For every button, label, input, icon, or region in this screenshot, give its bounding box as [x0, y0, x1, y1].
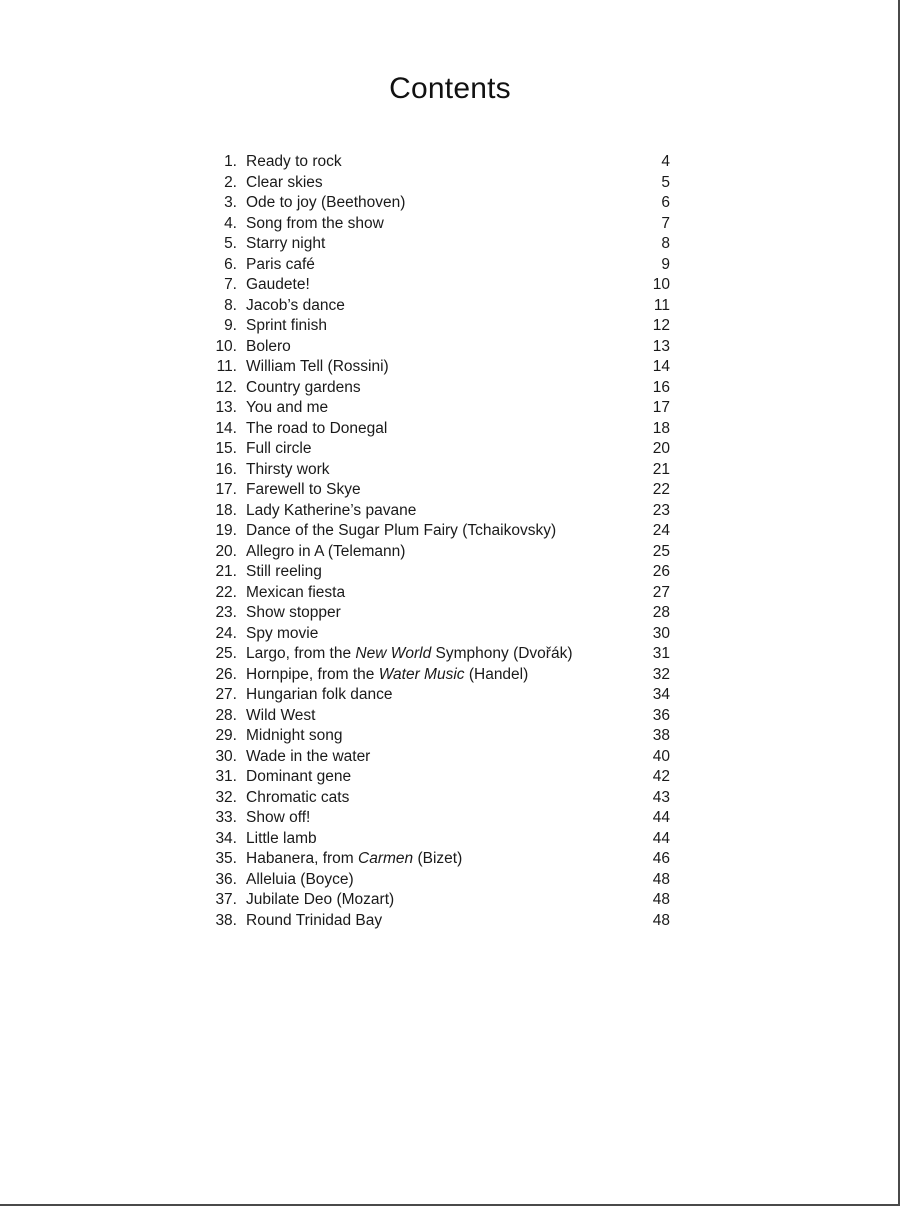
entry-title-text: Full circle	[246, 440, 312, 457]
entry-title	[246, 767, 630, 788]
entry-title	[246, 726, 630, 747]
entry-title	[246, 234, 630, 255]
entry-page-number: 9	[661, 255, 670, 273]
entry-title-text: Spy movie	[246, 624, 319, 642]
entry-page-number: 44	[652, 829, 670, 847]
entry-number: 6.	[224, 255, 237, 273]
entry-title-text: Midnight song	[246, 727, 343, 744]
toc-entry	[205, 808, 670, 829]
entry-title-text: Hungarian folk dance	[246, 686, 393, 703]
entry-number: 8.	[224, 296, 237, 314]
entry-title	[246, 603, 630, 624]
entry-title	[246, 706, 630, 727]
entry-title	[246, 562, 630, 583]
toc-entry	[205, 788, 670, 809]
entry-title	[246, 193, 630, 214]
entry-page-number: 34	[652, 686, 670, 703]
toc-entry	[205, 644, 670, 665]
toc-entry	[205, 460, 670, 481]
toc-entry	[205, 521, 670, 542]
entry-title	[246, 173, 630, 194]
toc-entry	[205, 583, 670, 604]
toc-entry	[205, 849, 670, 870]
page-title: Contents	[389, 72, 511, 105]
entry-title-text: Farewell to Skye	[246, 481, 361, 498]
entry-page-number: 22	[652, 481, 670, 498]
toc-entry	[205, 296, 670, 317]
toc-entry	[205, 501, 670, 522]
entry-title-text: Clear skies	[246, 173, 323, 191]
toc-entry	[205, 337, 670, 358]
entry-title-text: William Tell (Rossini)	[246, 358, 389, 375]
toc-entry	[205, 316, 670, 337]
entry-title-text: Still reeling	[246, 563, 322, 580]
entry-number: 20.	[215, 542, 237, 560]
entry-title	[246, 521, 630, 542]
entry-number: 7.	[224, 276, 237, 293]
entry-page-number: 43	[652, 788, 670, 806]
toc-entry	[205, 726, 670, 747]
entry-page-number: 7	[661, 214, 670, 232]
entry-number: 26.	[215, 665, 237, 683]
entry-page-number: 14	[652, 358, 670, 375]
entry-title-text: Thirsty work	[246, 460, 330, 478]
entry-page-number: 48	[652, 911, 670, 929]
entry-number: 37.	[215, 891, 237, 908]
entry-number: 5.	[224, 235, 237, 252]
entry-number: 14.	[215, 419, 237, 437]
entry-title-text: Alleluia (Boyce)	[246, 870, 354, 888]
entry-title	[246, 439, 630, 460]
entry-title-text: Wade in the water	[246, 747, 371, 765]
entry-number: 2.	[224, 173, 237, 191]
entry-page-number: 20	[652, 440, 670, 457]
entry-title-text: Symphony (Dvořák)	[431, 645, 573, 662]
entry-number: 36.	[215, 870, 237, 888]
toc-entry	[205, 152, 670, 173]
entry-title-text: Hornpipe, from the	[246, 665, 379, 683]
entry-title	[246, 398, 630, 419]
entry-title	[246, 911, 630, 932]
entry-title-text: Dominant gene	[246, 768, 352, 785]
toc-entry	[205, 747, 670, 768]
entry-title-text: Song from the show	[246, 214, 384, 232]
entry-title	[246, 624, 630, 645]
toc-entry	[205, 193, 670, 214]
contents-list	[205, 152, 670, 931]
entry-page-number: 24	[652, 522, 670, 539]
entry-title-text: Chromatic cats	[246, 788, 350, 806]
entry-title-italic: New World	[355, 645, 432, 662]
entry-title	[246, 501, 630, 522]
entry-page-number: 25	[652, 542, 670, 560]
entry-page-number: 32	[652, 665, 670, 683]
entry-page-number: 27	[652, 583, 670, 601]
toc-entry	[205, 562, 670, 583]
entry-page-number: 26	[652, 563, 670, 580]
entry-number: 30.	[215, 747, 237, 765]
entry-title-text: Mexican fiesta	[246, 583, 346, 601]
entry-number: 27.	[215, 686, 237, 703]
entry-title	[246, 644, 630, 665]
toc-entry	[205, 829, 670, 850]
entry-title-text: Dance of the Sugar Plum Fairy (Tchaikovsky)	[246, 522, 557, 539]
entry-page-number: 5	[661, 173, 670, 191]
entry-number: 24.	[215, 624, 237, 642]
entry-title-text: Habanera, from	[246, 850, 358, 867]
entry-title	[246, 214, 630, 235]
toc-entry	[205, 603, 670, 624]
toc-entry	[205, 542, 670, 563]
entry-number: 34.	[215, 829, 237, 847]
toc-entry	[205, 357, 670, 378]
entry-number: 17.	[215, 481, 237, 498]
entry-title	[246, 460, 630, 481]
toc-entry	[205, 665, 670, 686]
entry-title-text: Ready to rock	[246, 153, 342, 170]
toc-entry	[205, 173, 670, 194]
entry-page-number: 11	[653, 296, 670, 314]
entry-title-text: Largo, from the	[246, 645, 356, 662]
entry-title-text: The road to Donegal	[246, 419, 388, 437]
entry-title	[246, 665, 630, 686]
entry-title	[246, 378, 630, 399]
entry-title-text: Show off!	[246, 809, 311, 826]
entry-number: 1.	[224, 153, 237, 170]
entry-title	[246, 480, 630, 501]
entry-page-number: 8	[661, 235, 670, 252]
entry-title-text: Lady Katherine’s pavane	[246, 501, 417, 519]
entry-title-text: Ode to joy (Beethoven)	[246, 194, 406, 211]
entry-title-text: Show stopper	[246, 604, 341, 621]
entry-title	[246, 849, 630, 870]
entry-number: 16.	[215, 460, 237, 478]
entry-title	[246, 829, 630, 850]
entry-page-number: 36	[652, 706, 670, 724]
entry-title-text: Jacob’s dance	[246, 296, 345, 314]
entry-title-text: Country gardens	[246, 378, 361, 396]
entry-page-number: 28	[652, 604, 670, 621]
entry-title-text: Starry night	[246, 235, 326, 252]
toc-entry	[205, 255, 670, 276]
entry-number: 23.	[215, 604, 237, 621]
entry-title	[246, 316, 630, 337]
entry-title	[246, 808, 630, 829]
entry-title-text: You and me	[246, 399, 329, 416]
entry-title	[246, 337, 630, 358]
entry-number: 3.	[224, 194, 237, 211]
entry-title-text: Allegro in A (Telemann)	[246, 542, 406, 560]
toc-entry	[205, 767, 670, 788]
entry-title	[246, 255, 630, 276]
entry-title-text: Wild West	[246, 706, 316, 724]
entry-number: 15.	[215, 440, 237, 457]
entry-page-number: 4	[661, 153, 670, 170]
entry-page-number: 21	[652, 460, 670, 478]
entry-page-number: 48	[652, 891, 670, 908]
entry-title	[246, 583, 630, 604]
entry-page-number: 13	[652, 337, 670, 355]
entry-page-number: 16	[652, 378, 670, 396]
entry-title	[246, 152, 630, 173]
entry-title	[246, 419, 630, 440]
entry-number: 11.	[216, 358, 237, 375]
entry-number: 29.	[215, 727, 237, 744]
entry-page-number: 17	[652, 399, 670, 416]
toc-entry	[205, 234, 670, 255]
entry-title	[246, 542, 630, 563]
toc-entry	[205, 870, 670, 891]
toc-entry	[205, 275, 670, 296]
entry-page-number: 6	[661, 194, 670, 211]
toc-entry	[205, 911, 670, 932]
entry-title	[246, 747, 630, 768]
entry-title	[246, 870, 630, 891]
entry-page-number: 44	[652, 809, 670, 826]
entry-page-number: 46	[652, 850, 670, 867]
toc-entry	[205, 398, 670, 419]
entry-number: 9.	[224, 317, 237, 334]
entry-number: 38.	[215, 911, 237, 929]
entry-page-number: 12	[652, 317, 670, 334]
entry-page-number: 42	[652, 768, 670, 785]
entry-number: 21.	[215, 563, 237, 580]
toc-entry	[205, 890, 670, 911]
entry-page-number: 10	[652, 276, 670, 293]
entry-title	[246, 890, 630, 911]
entry-page-number: 31	[652, 645, 670, 662]
entry-title-text: (Bizet)	[413, 850, 463, 867]
toc-entry	[205, 378, 670, 399]
entry-title-text: Gaudete!	[246, 276, 310, 293]
toc-entry	[205, 624, 670, 645]
entry-number: 32.	[215, 788, 237, 806]
toc-entry	[205, 439, 670, 460]
entry-title-text: Little lamb	[246, 829, 317, 847]
entry-title	[246, 296, 630, 317]
entry-title	[246, 685, 630, 706]
entry-page-number: 38	[652, 727, 670, 744]
entry-title	[246, 788, 630, 809]
toc-entry	[205, 214, 670, 235]
toc-entry	[205, 685, 670, 706]
entry-title	[246, 357, 630, 378]
entry-number: 12.	[215, 378, 237, 396]
entry-number: 25.	[215, 645, 237, 662]
entry-title-text: (Handel)	[464, 665, 529, 683]
entry-number: 28.	[215, 706, 237, 724]
entry-title-text: Jubilate Deo (Mozart)	[246, 891, 395, 908]
toc-entry	[205, 419, 670, 440]
entry-number: 10.	[215, 337, 237, 355]
toc-entry	[205, 706, 670, 727]
entry-page-number: 30	[652, 624, 670, 642]
entry-title-italic: Water Music	[378, 665, 465, 683]
entry-title-italic: Carmen	[358, 850, 414, 867]
entry-title-text: Round Trinidad Bay	[246, 911, 383, 929]
entry-number: 18.	[215, 501, 237, 519]
entry-page-number: 23	[652, 501, 670, 519]
entry-number: 22.	[215, 583, 237, 601]
entry-title-text: Bolero	[246, 337, 291, 355]
entry-page-number: 48	[652, 870, 670, 888]
entry-number: 4.	[224, 214, 237, 232]
entry-number: 31.	[215, 768, 237, 785]
entry-number: 35.	[215, 850, 237, 867]
entry-number: 19.	[215, 522, 237, 539]
entry-page-number: 40	[652, 747, 670, 765]
toc-entry	[205, 480, 670, 501]
entry-number: 33.	[215, 809, 237, 826]
entry-number: 13.	[215, 399, 237, 416]
entry-page-number: 18	[652, 419, 670, 437]
entry-title-text: Sprint finish	[246, 317, 327, 334]
entry-title	[246, 275, 630, 296]
entry-title-text: Paris café	[246, 255, 315, 273]
